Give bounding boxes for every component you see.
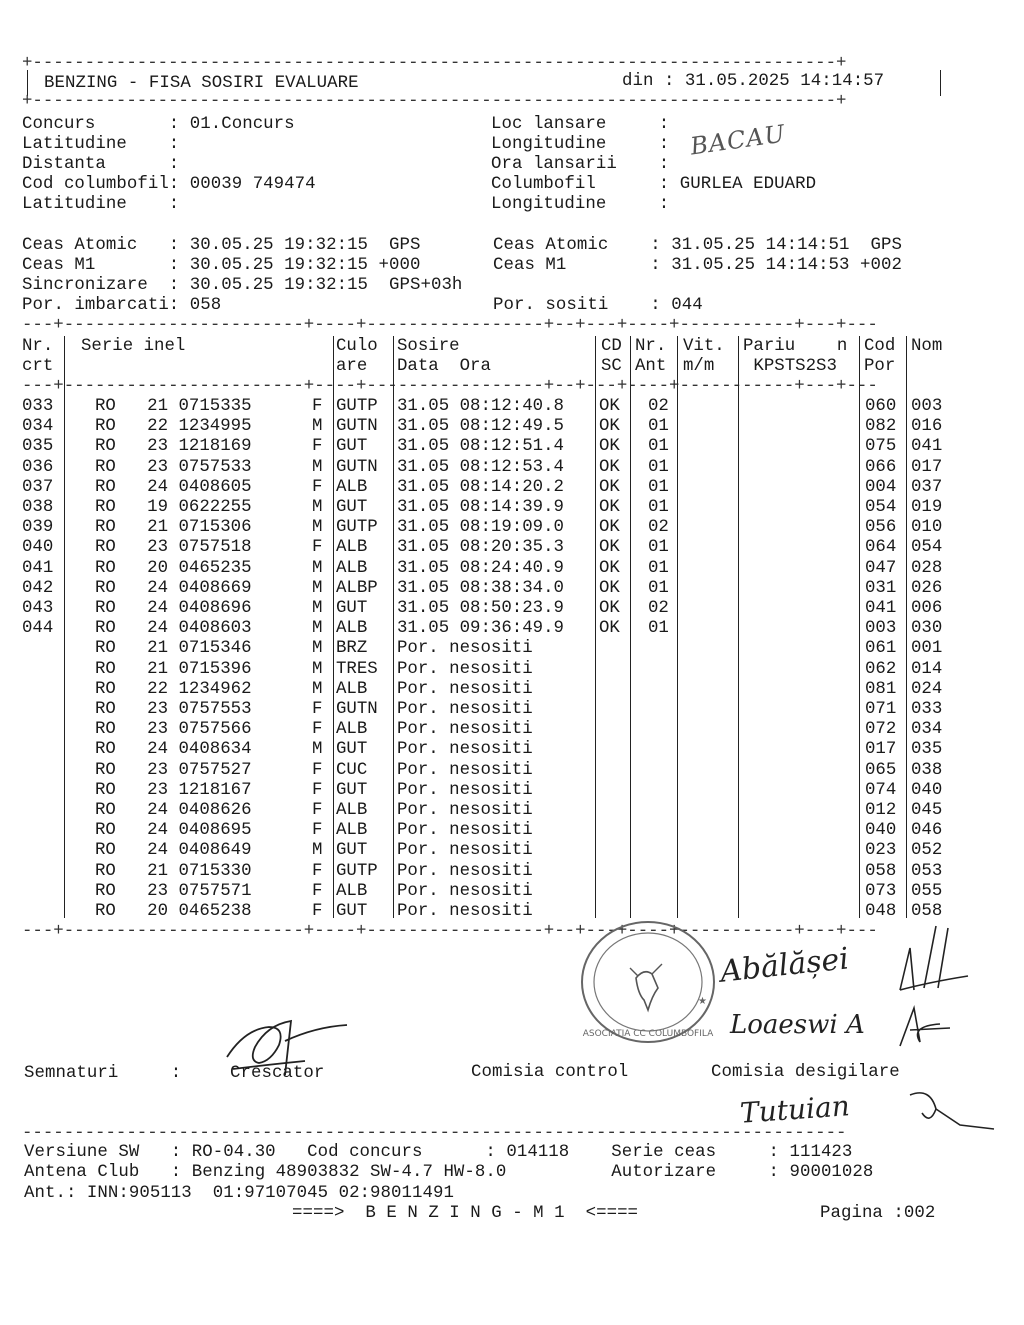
cell-cod-por: 058	[865, 861, 897, 881]
cell-serie-inel: RO 23 1218167	[95, 780, 252, 800]
cell-sex: F	[312, 538, 323, 558]
cell-nr: 035	[22, 437, 54, 457]
cell-cod-por: 003	[865, 619, 897, 639]
cell-culoare: GUT	[336, 902, 368, 921]
cell-nr-ant: 01	[648, 578, 669, 598]
cell-sex: M	[312, 679, 323, 699]
clock-sincronizare: Sincronizare : 30.05.25 19:32:15 GPS+03h	[22, 276, 463, 295]
signature-crescator-label: Crescator	[230, 1064, 325, 1083]
cell-nr-ant: 01	[648, 558, 669, 578]
clock-atomic-end: Ceas Atomic : 31.05.25 14:14:51 GPS	[493, 236, 902, 255]
cell-nom: 001	[911, 639, 943, 659]
cell-nom: 055	[911, 881, 943, 901]
cell-serie-inel: RO 22 1234995	[95, 417, 252, 437]
col-header-sc: SC	[601, 357, 622, 376]
cell-serie-inel: RO 24 0408649	[95, 841, 252, 861]
cell-sex: M	[312, 740, 323, 760]
svg-text:★: ★	[698, 996, 707, 1007]
cell-culoare: ALB	[336, 477, 368, 497]
report-title: BENZING - FISA SOSIRI EVALUARE	[44, 74, 359, 93]
porumbei-imbarcati: Por. imbarcati: 058	[22, 296, 222, 315]
col-header-nr-ant: Nr.	[635, 337, 667, 356]
signature-handwritten-2: Loaeswi A	[730, 1010, 865, 1040]
cell-nom: 034	[911, 720, 943, 740]
info-concurs: Concurs : 01.Concurs	[22, 115, 295, 134]
cell-nr-ant: 02	[648, 599, 669, 618]
header-bottom-border: +-----------------------------------------------------------------------------+	[22, 92, 847, 111]
cell-cod-por: 041	[865, 599, 897, 618]
cell-sosire: Por. nesositi	[397, 821, 533, 841]
cell-culoare: GUT	[336, 841, 368, 861]
cell-nom: 053	[911, 861, 943, 881]
col-header-cod: Cod	[864, 337, 896, 356]
cell-nr-ant: 02	[648, 397, 669, 416]
cell-sosire: Por. nesositi	[397, 720, 533, 740]
cell-cdsc: OK	[599, 619, 620, 639]
info-longitudine-2: Longitudine :	[491, 195, 670, 214]
cell-serie-inel: RO 23 0757533	[95, 457, 252, 477]
cell-cod-por: 071	[865, 700, 897, 719]
cell-nr: 040	[22, 538, 54, 558]
cell-nom: 035	[911, 740, 943, 760]
table-bottom-rule: ---+-----------------------+----+-----------------+--+---+----+-----------+---+---	[22, 922, 878, 941]
cell-cod-por: 017	[865, 740, 897, 760]
cell-cod-por: 075	[865, 437, 897, 457]
cell-cdsc: OK	[599, 397, 620, 416]
cell-nom: 052	[911, 841, 943, 861]
cell-nr: 037	[22, 477, 54, 497]
cell-sex: F	[312, 861, 323, 881]
footer-ant: Ant.: INN:905113 01:97107045 02:98011491	[24, 1184, 454, 1203]
cell-serie-inel: RO 21 0715396	[95, 659, 252, 679]
cell-serie-inel: RO 19 0622255	[95, 498, 252, 517]
cell-nr: 034	[22, 417, 54, 437]
report-date: din : 31.05.2025 14:14:57	[622, 72, 885, 91]
cell-nr-ant: 01	[648, 477, 669, 497]
cell-nom: 030	[911, 619, 943, 639]
cell-cod-por: 056	[865, 518, 897, 538]
cell-cod-por: 081	[865, 679, 897, 699]
cell-cod-por: 064	[865, 538, 897, 558]
cell-nom: 017	[911, 457, 943, 477]
signature-handwritten-1: Abălășei	[718, 941, 851, 990]
cell-cod-por: 060	[865, 397, 897, 416]
cell-nr-ant: 01	[648, 538, 669, 558]
info-longitudine: Longitudine :	[491, 135, 670, 154]
cell-serie-inel: RO 24 0408696	[95, 599, 252, 618]
cell-culoare: ALB	[336, 679, 368, 699]
cell-cod-por: 047	[865, 558, 897, 578]
cell-nom: 003	[911, 397, 943, 416]
col-header-kpsts: KPSTS2S3	[743, 357, 837, 376]
col-header-culoare-1: Culo	[336, 337, 378, 356]
cell-sosire: 31.05 08:12:49.5	[397, 417, 564, 437]
cell-sosire: 31.05 08:14:39.9	[397, 498, 564, 517]
cell-nr: 039	[22, 518, 54, 538]
cell-nom: 010	[911, 518, 943, 538]
cell-nr-ant: 01	[648, 437, 669, 457]
cell-cod-por: 031	[865, 578, 897, 598]
cell-cod-por: 054	[865, 498, 897, 517]
cell-sex: F	[312, 397, 323, 416]
cell-sex: F	[312, 760, 323, 780]
cell-nom: 006	[911, 599, 943, 618]
col-header-nr: Nr.	[22, 337, 54, 356]
cell-cod-por: 012	[865, 801, 897, 820]
cell-serie-inel: RO 23 0757518	[95, 538, 252, 558]
col-header-culoare-2: are	[336, 357, 368, 376]
cell-serie-inel: RO 24 0408669	[95, 578, 252, 598]
cell-sosire: Por. nesositi	[397, 801, 533, 820]
cell-cod-por: 073	[865, 881, 897, 901]
cell-nom: 041	[911, 437, 943, 457]
info-cod-columbofil: Cod columbofil: 00039 749474	[22, 175, 316, 194]
cell-serie-inel: RO 23 1218169	[95, 437, 252, 457]
cell-sosire: Por. nesositi	[397, 861, 533, 881]
cell-sosire: Por. nesositi	[397, 700, 533, 719]
cell-culoare: ALB	[336, 558, 368, 578]
footer-banner: ====> B E N Z I N G - M 1 <====	[292, 1204, 639, 1223]
clock-m1-start: Ceas M1 : 30.05.25 19:32:15 +000	[22, 256, 421, 275]
cell-nr: 033	[22, 397, 54, 416]
cell-nom: 037	[911, 477, 943, 497]
cell-sex: F	[312, 477, 323, 497]
porumbei-sositi: Por. sositi : 044	[493, 296, 703, 315]
cell-sosire: Por. nesositi	[397, 841, 533, 861]
col-header-data-ora: Data Ora	[397, 357, 491, 376]
cell-cdsc: OK	[599, 558, 620, 578]
info-loc-lansare: Loc lansare :	[491, 115, 670, 134]
cell-cod-por: 082	[865, 417, 897, 437]
cell-cod-por: 066	[865, 457, 897, 477]
cell-nom: 058	[911, 902, 943, 921]
cell-serie-inel: RO 24 0408634	[95, 740, 252, 760]
cell-sosire: Por. nesositi	[397, 740, 533, 760]
table-header-bottom-rule: ---+-----------------------+----+-----------------+--+---+----+-----------+---+---	[22, 377, 878, 396]
signature-handwritten-3: Tutuian	[738, 1089, 851, 1130]
cell-culoare: GUT	[336, 599, 368, 618]
cell-cod-por: 065	[865, 760, 897, 780]
cell-nr-ant: 01	[648, 417, 669, 437]
cell-sosire: Por. nesositi	[397, 780, 533, 800]
cell-serie-inel: RO 20 0465235	[95, 558, 252, 578]
cell-sex: M	[312, 417, 323, 437]
cell-sex: F	[312, 881, 323, 901]
cell-culoare: GUTP	[336, 861, 378, 881]
cell-culoare: ALB	[336, 821, 368, 841]
clock-m1-end: Ceas M1 : 31.05.25 14:14:53 +002	[493, 256, 902, 275]
cell-serie-inel: RO 22 1234962	[95, 679, 252, 699]
cell-nr: 042	[22, 578, 54, 598]
cell-cdsc: OK	[599, 457, 620, 477]
cell-culoare: GUT	[336, 780, 368, 800]
cell-serie-inel: RO 23 0757571	[95, 881, 252, 901]
cell-culoare: GUTP	[336, 518, 378, 538]
cell-sex: F	[312, 720, 323, 740]
page-number: Pagina :002	[820, 1204, 936, 1223]
cell-culoare: GUT	[336, 437, 368, 457]
cell-sosire: 31.05 08:12:53.4	[397, 457, 564, 477]
cell-cdsc: OK	[599, 498, 620, 517]
cell-sosire: Por. nesositi	[397, 679, 533, 699]
col-header-ant: Ant	[635, 357, 667, 376]
cell-sosire: 31.05 08:20:35.3	[397, 538, 564, 558]
cell-culoare: ALB	[336, 801, 368, 820]
stamp-text: ASOCIATIA CC COLUMBOFILA	[582, 1029, 714, 1039]
cell-serie-inel: RO 23 0757566	[95, 720, 252, 740]
cell-sex: M	[312, 457, 323, 477]
cell-nom: 033	[911, 700, 943, 719]
cell-nom: 028	[911, 558, 943, 578]
cell-cod-por: 062	[865, 659, 897, 679]
info-latitudine: Latitudine :	[22, 135, 180, 154]
cell-cdsc: OK	[599, 538, 620, 558]
cell-serie-inel: RO 24 0408695	[95, 821, 252, 841]
cell-culoare: ALB	[336, 619, 368, 639]
cell-nom: 026	[911, 578, 943, 598]
cell-nom: 019	[911, 498, 943, 517]
cell-serie-inel: RO 23 0757553	[95, 700, 252, 719]
cell-nom: 038	[911, 760, 943, 780]
cell-sosire: 31.05 08:14:20.2	[397, 477, 564, 497]
cell-serie-inel: RO 21 0715346	[95, 639, 252, 659]
cell-culoare: GUT	[336, 498, 368, 517]
cell-cod-por: 004	[865, 477, 897, 497]
cell-serie-inel: RO 24 0408605	[95, 477, 252, 497]
cell-serie-inel: RO 24 0408626	[95, 801, 252, 820]
cell-culoare: ALB	[336, 538, 368, 558]
cell-sex: F	[312, 821, 323, 841]
col-header-sosire: Sosire	[397, 337, 460, 356]
cell-sex: M	[312, 841, 323, 861]
col-header-serie-inel: Serie inel	[81, 337, 186, 356]
cell-sex: F	[312, 780, 323, 800]
cell-cod-por: 061	[865, 639, 897, 659]
col-header-cd: CD	[601, 337, 622, 356]
footer-versiune: Versiune SW : RO-04.30 Cod concurs : 014118 Serie ceas : 111423	[24, 1143, 853, 1162]
cell-cod-por: 040	[865, 821, 897, 841]
cell-cdsc: OK	[599, 599, 620, 618]
cell-sosire: Por. nesositi	[397, 760, 533, 780]
cell-nr-ant: 01	[648, 457, 669, 477]
cell-sosire: Por. nesositi	[397, 881, 533, 901]
signature-comisia-desigilare-label: Comisia desigilare	[711, 1063, 900, 1082]
cell-serie-inel: RO 20 0465238	[95, 902, 252, 921]
header-top-border: +-----------------------------------------------------------------------------+	[22, 54, 847, 73]
cell-nr-ant: 01	[648, 498, 669, 517]
header-right-bar	[940, 70, 941, 96]
info-columbofil: Columbofil : GURLEA EDUARD	[491, 175, 817, 194]
association-stamp	[578, 918, 718, 1046]
cell-nr: 038	[22, 498, 54, 517]
cell-cod-por: 072	[865, 720, 897, 740]
info-distanta: Distanta :	[22, 155, 180, 174]
cell-cod-por: 074	[865, 780, 897, 800]
cell-serie-inel: RO 21 0715330	[95, 861, 252, 881]
cell-sex: M	[312, 659, 323, 679]
cell-culoare: ALB	[336, 881, 368, 901]
table-header-top-rule: ---+-----------------------+----+-----------------+--+---+----+-----------+---+---	[22, 316, 878, 335]
cell-sex: F	[312, 801, 323, 820]
cell-nr: 044	[22, 619, 54, 639]
cell-nom: 045	[911, 801, 943, 820]
cell-culoare: BRZ	[336, 639, 368, 659]
cell-sex: M	[312, 578, 323, 598]
cell-nom: 014	[911, 659, 943, 679]
cell-nr: 041	[22, 558, 54, 578]
cell-sosire: 31.05 08:12:51.4	[397, 437, 564, 457]
cell-sosire: 31.05 08:12:40.8	[397, 397, 564, 416]
info-ora-lansarii: Ora lansarii :	[491, 155, 670, 174]
cell-sosire: Por. nesositi	[397, 902, 533, 921]
clock-atomic-start: Ceas Atomic : 30.05.25 19:32:15 GPS	[22, 236, 421, 255]
cell-cdsc: OK	[599, 518, 620, 538]
cell-sex: M	[312, 498, 323, 517]
signature-comisia-control-label: Comisia control	[471, 1063, 629, 1082]
cell-culoare: GUTP	[336, 397, 378, 416]
cell-sosire: Por. nesositi	[397, 639, 533, 659]
cell-nom: 024	[911, 679, 943, 699]
footer-antena: Antena Club : Benzing 48903832 SW-4.7 HW-8.0 Autorizare : 90001028	[24, 1163, 874, 1182]
cell-serie-inel: RO 21 0715306	[95, 518, 252, 538]
cell-sosire: 31.05 08:50:23.9	[397, 599, 564, 618]
cell-cdsc: OK	[599, 437, 620, 457]
col-header-vit: Vit.	[683, 337, 725, 356]
cell-nom: 046	[911, 821, 943, 841]
cell-cdsc: OK	[599, 578, 620, 598]
cell-culoare: GUTN	[336, 700, 378, 719]
cell-cdsc: OK	[599, 477, 620, 497]
cell-sosire: Por. nesositi	[397, 659, 533, 679]
col-header-nom: Nom	[911, 337, 943, 356]
cell-cod-por: 023	[865, 841, 897, 861]
cell-culoare: ALBP	[336, 578, 378, 598]
cell-nom: 016	[911, 417, 943, 437]
info-latitudine-2: Latitudine :	[22, 195, 180, 214]
cell-culoare: GUTN	[336, 417, 378, 437]
cell-culoare: CUC	[336, 760, 368, 780]
cell-sosire: 31.05 08:24:40.9	[397, 558, 564, 578]
cell-culoare: GUT	[336, 740, 368, 760]
cell-nr: 043	[22, 599, 54, 618]
cell-cdsc: OK	[599, 417, 620, 437]
cell-sex: F	[312, 437, 323, 457]
cell-serie-inel: RO 23 0757527	[95, 760, 252, 780]
col-header-crt: crt	[22, 357, 54, 376]
cell-culoare: GUTN	[336, 457, 378, 477]
cell-culoare: TRES	[336, 659, 378, 679]
cell-serie-inel: RO 24 0408603	[95, 619, 252, 639]
col-header-mm: m/m	[683, 357, 715, 376]
cell-sex: M	[312, 518, 323, 538]
cell-serie-inel: RO 21 0715335	[95, 397, 252, 416]
cell-sosire: 31.05 08:38:34.0	[397, 578, 564, 598]
cell-sex: F	[312, 700, 323, 719]
cell-sex: M	[312, 599, 323, 618]
cell-sex: M	[312, 558, 323, 578]
cell-cod-por: 048	[865, 902, 897, 921]
cell-nr: 036	[22, 457, 54, 477]
cell-nr-ant: 02	[648, 518, 669, 538]
cell-nom: 054	[911, 538, 943, 558]
cell-sex: F	[312, 902, 323, 921]
footer-rule: -------------------------------------------------------------------------------	[22, 1124, 847, 1143]
handwritten-loc-lansare: BACAU	[688, 119, 788, 161]
cell-sosire: 31.05 08:19:09.0	[397, 518, 564, 538]
cell-sosire: 31.05 09:36:49.9	[397, 619, 564, 639]
col-header-pariu: Pariu n	[743, 337, 848, 356]
cell-culoare: ALB	[336, 720, 368, 740]
col-header-por: Por	[864, 357, 896, 376]
signature-tail-icon	[900, 1085, 1000, 1140]
cell-sex: M	[312, 639, 323, 659]
cell-nom: 040	[911, 780, 943, 800]
cell-sex: M	[312, 619, 323, 639]
signature-marks-icon	[880, 918, 990, 1058]
cell-nr-ant: 01	[648, 619, 669, 639]
signatures-label: Semnaturi :	[24, 1064, 182, 1083]
